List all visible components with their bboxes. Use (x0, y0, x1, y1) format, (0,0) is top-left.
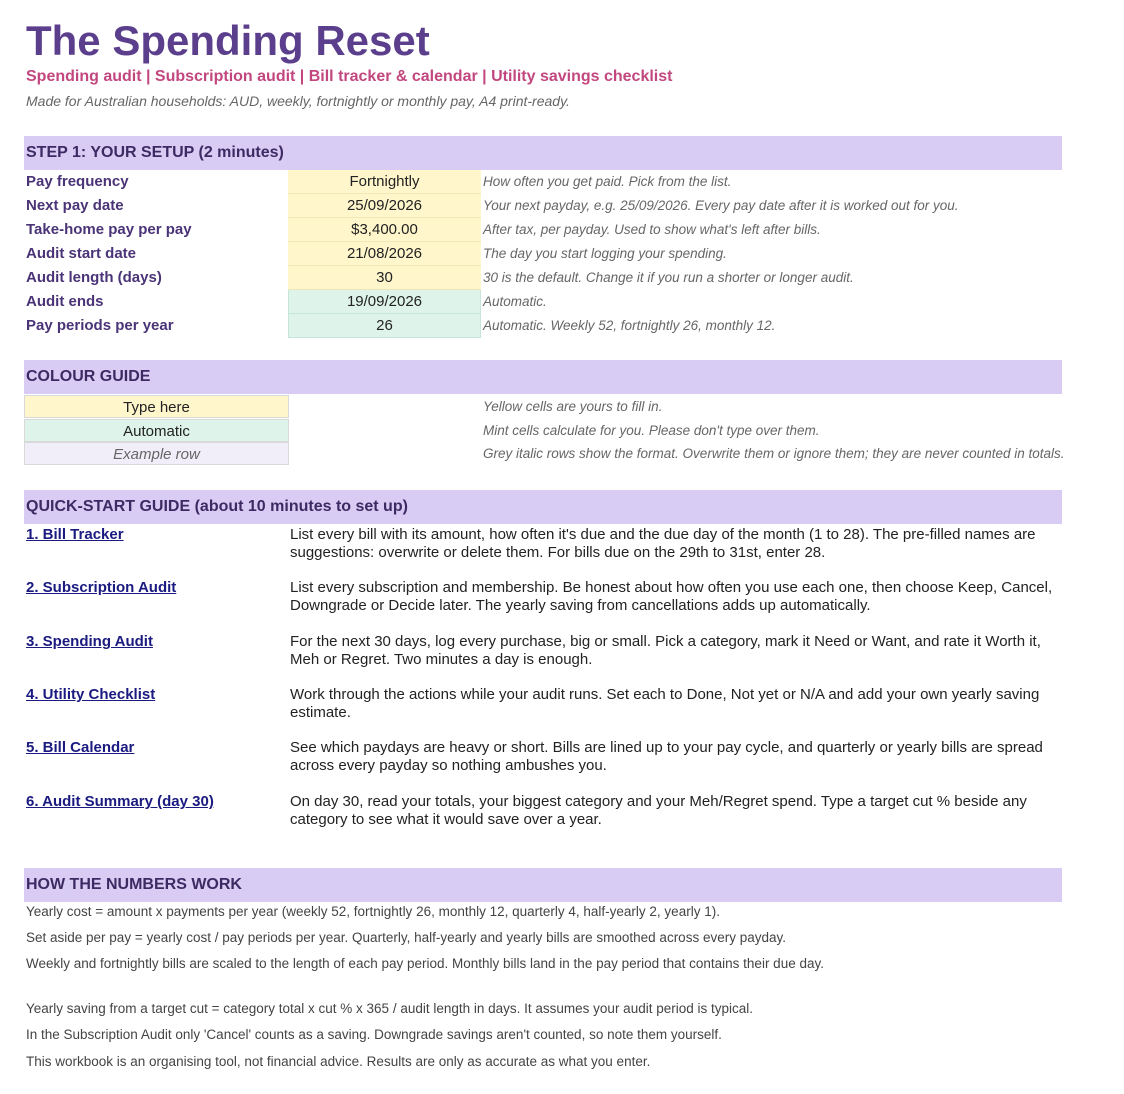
setup-row-take-home-pay (24, 218, 1124, 242)
next-pay-date-input[interactable]: 25/09/2026 (288, 194, 481, 218)
how-numbers-line: This workbook is an organising tool, not financial advice. Results are only as accurate as what you enter. (26, 1054, 651, 1069)
colour-guide-note: Yellow cells are yours to fill in. (483, 399, 663, 414)
colour-guide-note: Mint cells calculate for you. Please don't type over them. (483, 423, 820, 438)
how-numbers-line: Yearly cost = amount x payments per year (weekly 52, fortnightly 26, monthly 12, quarterly 4, half-yearly 2, yearly 1). (26, 904, 720, 919)
utility-checklist-link[interactable]: 4. Utility Checklist (26, 686, 156, 703)
audit-length-input[interactable]: 30 (288, 266, 481, 290)
setup-label: Pay periods per year (26, 317, 174, 334)
setup-note: After tax, per payday. Used to show what's left after bills. (483, 222, 821, 237)
setup-label: Audit ends (26, 293, 104, 310)
quick-start-text: On day 30, read your totals, your biggest category and your Meh/Regret spend. Type a target cut % beside any category to see what it would save over a year. (290, 793, 1027, 828)
colour-guide-row (24, 419, 1124, 443)
setup-label: Next pay date (26, 197, 124, 214)
spending-audit-link[interactable]: 3. Spending Audit (26, 633, 153, 650)
setup-note: Automatic. Weekly 52, fortnightly 26, monthly 12. (483, 318, 776, 333)
quick-start-heading: QUICK-START GUIDE (about 10 minutes to set up) (24, 490, 1062, 524)
how-numbers-heading: HOW THE NUMBERS WORK (24, 868, 1062, 902)
page-title: The Spending Reset (26, 17, 430, 64)
bill-calendar-link[interactable]: 5. Bill Calendar (26, 739, 135, 756)
quick-start-text: For the next 30 days, log every purchase, big or small. Pick a category, mark it Need or Want, and rate it Worth it, Meh or Regret. Two minutes a day is enough. (290, 633, 1041, 668)
setup-label: Audit length (days) (26, 269, 162, 286)
setup-row-next-pay-date (24, 194, 1124, 218)
input-swatch: Type here (24, 395, 289, 418)
audit-start-date-input[interactable]: 21/08/2026 (288, 242, 481, 266)
take-home-pay-input[interactable]: $3,400.00 (288, 218, 481, 242)
setup-label: Take-home pay per pay (26, 221, 192, 238)
setup-row-pay-periods (24, 314, 1124, 338)
audit-ends-value: 19/09/2026 (288, 290, 481, 314)
page-subtitle: Spending audit | Subscription audit | Bill tracker & calendar | Utility savings checklist (26, 68, 673, 85)
quick-start-text: Work through the actions while your audit runs. Set each to Done, Not yet or N/A and add your own yearly saving estimate. (290, 686, 1040, 721)
setup-note: Your next payday, e.g. 25/09/2026. Every pay date after it is worked out for you. (483, 198, 959, 213)
how-numbers-line: Weekly and fortnightly bills are scaled to the length of each pay period. Monthly bills land in the pay period that contains their due day. (26, 956, 824, 971)
setup-row-audit-ends (24, 290, 1124, 314)
setup-row-audit-length (24, 266, 1124, 290)
colour-guide-row (24, 395, 1124, 419)
quick-start-text: See which paydays are heavy or short. Bills are lined up to your pay cycle, and quarterly or yearly bills are spread across every payday so nothing ambushes you. (290, 739, 1043, 774)
setup-note: Automatic. (483, 294, 547, 309)
bill-tracker-link[interactable]: 1. Bill Tracker (26, 526, 124, 543)
audit-summary-link[interactable]: 6. Audit Summary (day 30) (26, 793, 214, 810)
setup-note: 30 is the default. Change it if you run a shorter or longer audit. (483, 270, 854, 285)
automatic-swatch: Automatic (24, 419, 289, 442)
setup-heading: STEP 1: YOUR SETUP (2 minutes) (24, 136, 1062, 170)
setup-row-pay-frequency (24, 170, 1124, 194)
how-numbers-line: Set aside per pay = yearly cost / pay periods per year. Quarterly, half-yearly and yearly bills are smoothed across every payday. (26, 930, 786, 945)
colour-guide-heading: COLOUR GUIDE (24, 360, 1062, 394)
how-numbers-line: In the Subscription Audit only 'Cancel' counts as a saving. Downgrade savings aren't counted, so note them yourself. (26, 1027, 722, 1042)
pay-frequency-select[interactable]: Fortnightly (288, 170, 481, 194)
quick-start-text: List every bill with its amount, how often it's due and the due day of the month (1 to 28). The pre-filled names are suggestions: overwrite or delete them. For bills due on the 29th to 31st, enter 28. (290, 526, 1036, 561)
setup-label: Audit start date (26, 245, 137, 262)
setup-row-audit-start (24, 242, 1124, 266)
quick-start-text: List every subscription and membership. Be honest about how often you use each one, then choose Keep, Cancel, Downgrade or Decide later. The yearly saving from cancellations adds up automatically. (290, 579, 1053, 614)
page-tagline: Made for Australian households: AUD, weekly, fortnightly or monthly pay, A4 print-ready. (26, 93, 570, 109)
colour-guide-note: Grey italic rows show the format. Overwrite them or ignore them; they are never counted in totals. (483, 446, 1065, 461)
colour-guide-row (24, 442, 1124, 466)
subscription-audit-link[interactable]: 2. Subscription Audit (26, 579, 177, 596)
setup-note: How often you get paid. Pick from the list. (483, 174, 732, 189)
setup-label: Pay frequency (26, 173, 129, 190)
setup-note: The day you start logging your spending. (483, 246, 727, 261)
how-numbers-line: Yearly saving from a target cut = category total x cut % x 365 / audit length in days. It assumes your audit period is typical. (26, 1001, 754, 1016)
pay-periods-value: 26 (288, 314, 481, 338)
example-swatch: Example row (24, 442, 289, 465)
